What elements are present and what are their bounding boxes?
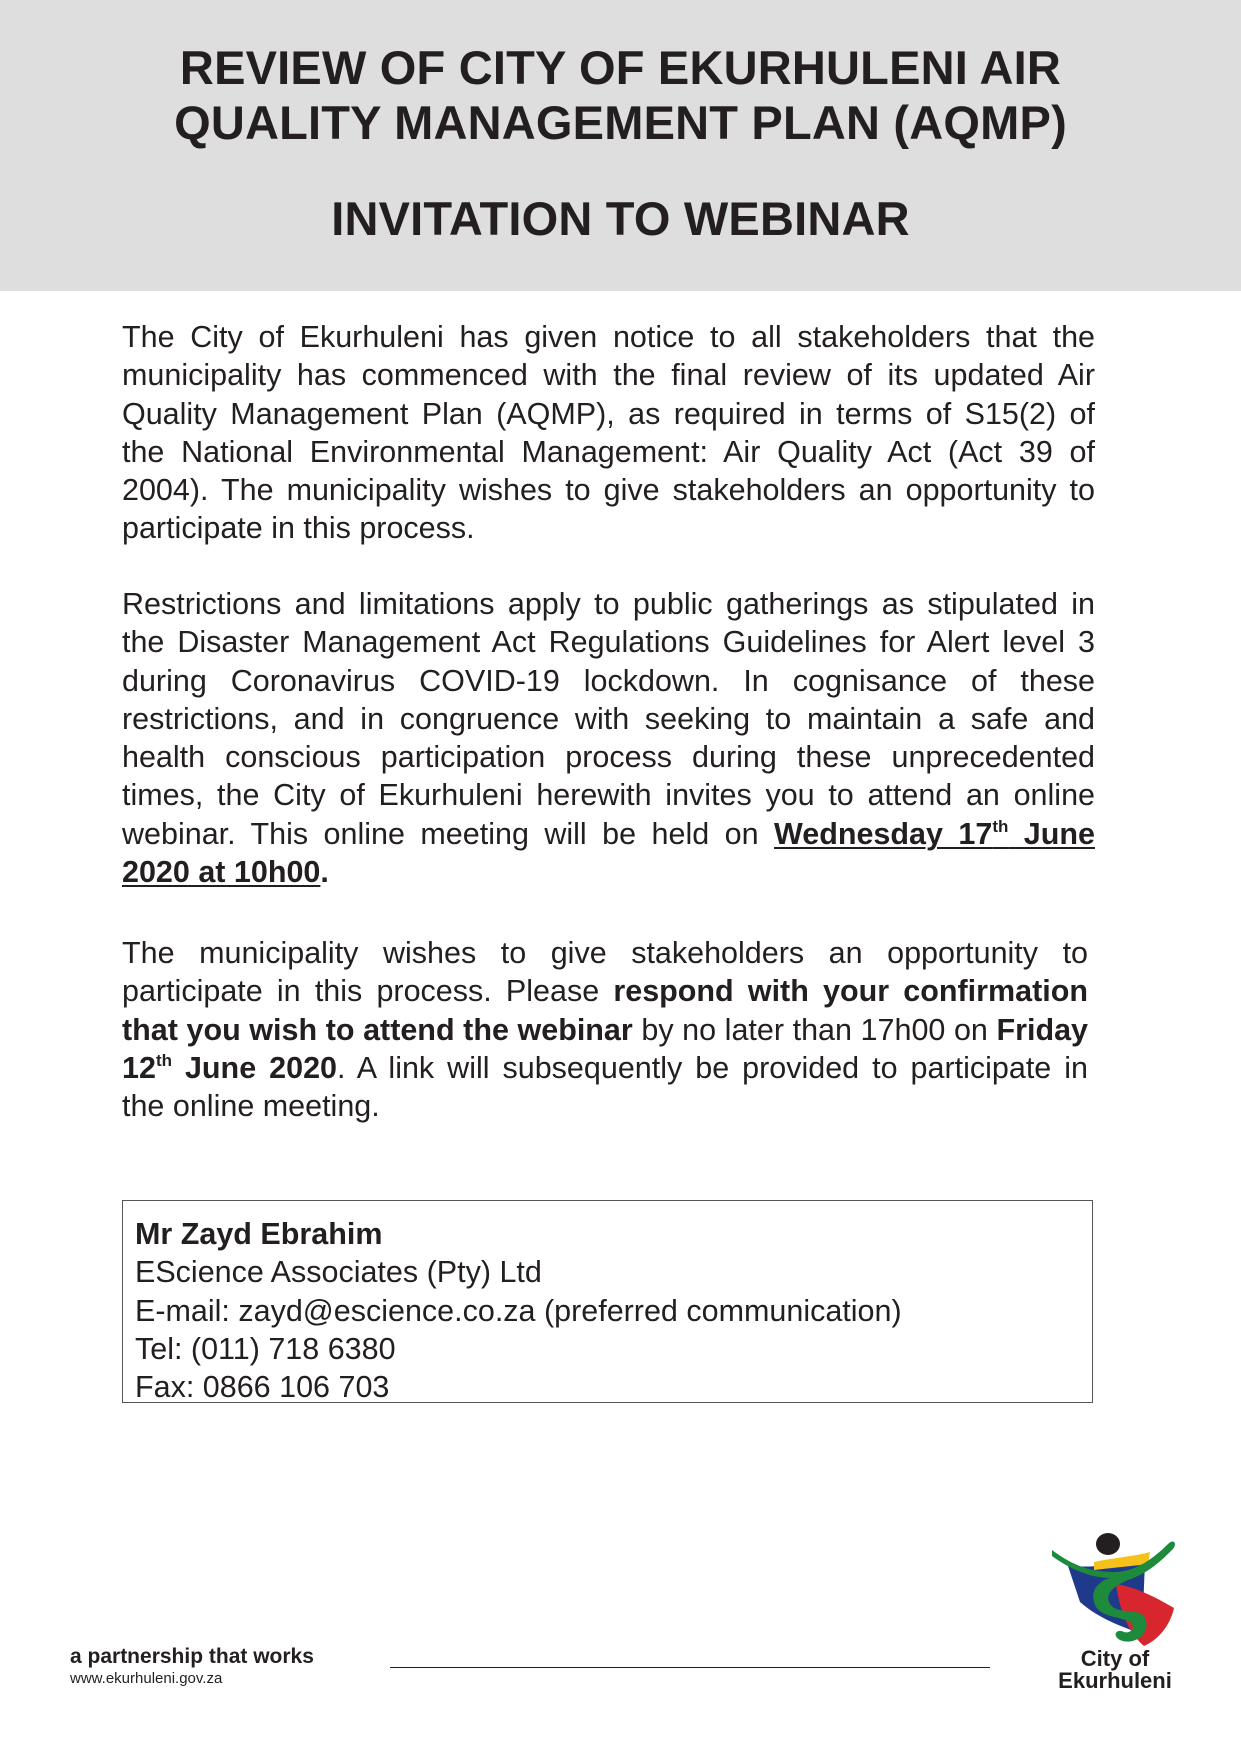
restrictions-text: Restrictions and limitations apply to public gatherings as stipulated in the Disaster Management Act Regulations Guidelines for Alert level 3 during Coronavirus COVID-19 lockdown. In cognisance of these restrictions, and in congruence with seeking to maintain a safe and health conscious participation process during these unprecedented times, the City of Ekurhuleni herewith invites you to attend an online webinar. This online meeting will be held on [122, 587, 1095, 851]
contact-box [122, 1200, 1093, 1403]
footer-divider [390, 1667, 990, 1668]
title-line-1: REVIEW OF CITY OF EKURHULENI AIR [179, 41, 1062, 94]
logo-line-2: Ekurhuleni [1058, 1668, 1172, 1693]
contact-name: Mr Zayd Ebrahim [135, 1217, 383, 1251]
contact-fax: Fax: 0866 106 703 [135, 1370, 390, 1405]
rsvp-paragraph: The municipality wishes to give stakeholders an opportunity to participate in this process. Please respond with your confirmation that you wish to attend the webinar by no later than 17h00 on Friday 12th June 2020. A link will subsequently be provided to participate in the online meeting. [122, 936, 1089, 1124]
rsvp-instruction: respond with your confirmation that you wish to attend the webinar [122, 974, 1088, 1047]
logo-line-1: City of [1080, 1646, 1150, 1671]
invitation-subtitle: INVITATION TO WEBINAR [331, 192, 910, 245]
footer-website[interactable]: www.ekurhuleni.gov.za [70, 1670, 223, 1687]
title-banner [0, 0, 1241, 291]
footer-tagline: a partnership that works [70, 1645, 314, 1668]
title-line-2: QUALITY MANAGEMENT PLAN (AQMP) [174, 96, 1067, 149]
contact-tel: Tel: (011) 718 6380 [135, 1331, 396, 1366]
contact-company: EScience Associates (Pty) Ltd [135, 1255, 542, 1290]
city-of-ekurhuleni-logo-icon [1050, 1522, 1180, 1652]
restrictions-paragraph: Restrictions and limitations apply to public gatherings as stipulated in the Disaster Management Act Regulations Guidelines for Alert level 3 during Coronavirus COVID-19 lockdown. In cognisance of these restrictions, and in congruence with seeking to maintain a safe and health conscious participation process during these unprecedented times, the City of Ekurhuleni herewith invites you to attend an online webinar. This online meeting will be held on Wednesday 17th June 2020 at 10h00. [122, 587, 1095, 890]
logo-wordmark [1030, 1648, 1200, 1692]
contact-email[interactable]: E-mail: zayd@escience.co.za (preferred communication) [135, 1293, 902, 1328]
notice-paragraph: The City of Ekurhuleni has given notice to all stakeholders that the municipality has commenced with the final review of its updated Air Quality Management Plan (AQMP), as required in terms of S15(2) of the National Environmental Management: Air Quality Act (Act 39 of 2004). The municipality wishes to give stakeholders an opportunity to participate in this process. [122, 320, 1095, 546]
rsvp-deadline: Friday 12th June 2020 [122, 1012, 1089, 1085]
webinar-date: Wednesday 17th June 2020 at 10h00 [122, 816, 1095, 890]
